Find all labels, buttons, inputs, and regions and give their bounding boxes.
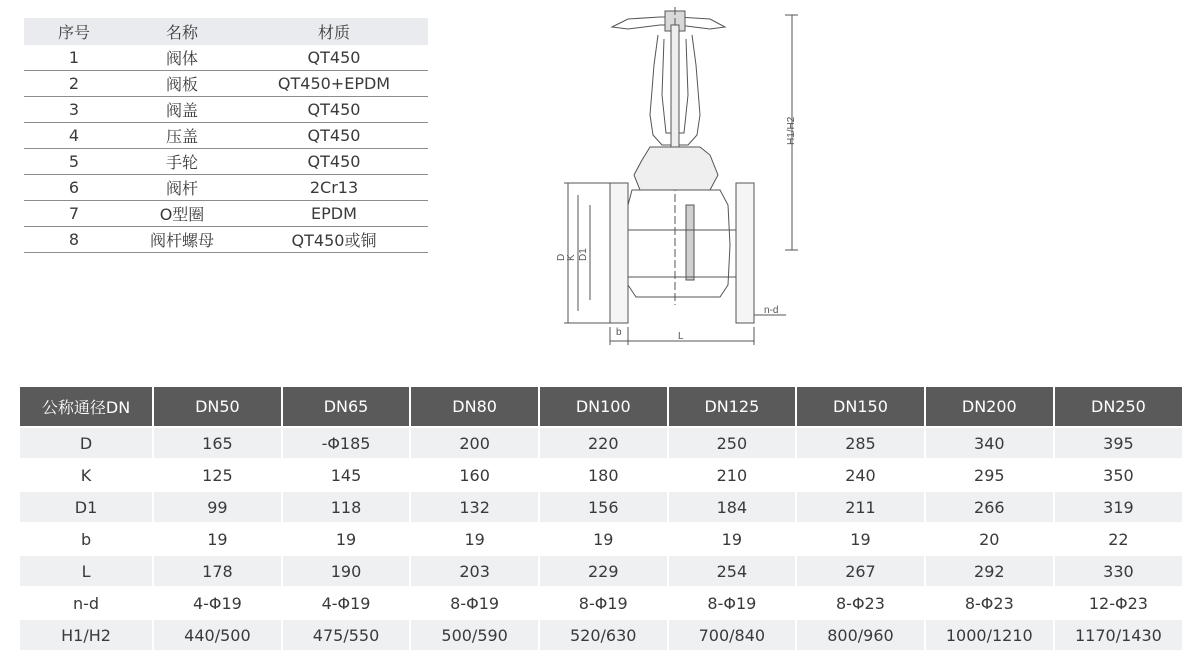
- spec-cell: 8-Φ23: [925, 587, 1054, 619]
- spec-cell: 295: [925, 459, 1054, 491]
- label-nd: n-d: [764, 305, 779, 316]
- stem: [671, 25, 679, 155]
- spec-cell: 520/630: [539, 619, 668, 650]
- spec-header-dn: DN200: [925, 387, 1054, 427]
- spec-row-label: H1/H2: [20, 619, 153, 650]
- parts-table: [24, 18, 428, 253]
- spec-cell: 178: [153, 555, 282, 587]
- parts-row: [24, 71, 428, 97]
- parts-cell: 阀杆螺母: [124, 227, 240, 253]
- spec-cell: 200: [410, 427, 539, 459]
- spec-cell: 340: [925, 427, 1054, 459]
- spec-cell: 19: [153, 523, 282, 555]
- spec-row: [20, 555, 1182, 587]
- parts-cell: 阀板: [124, 71, 240, 97]
- parts-cell: EPDM: [240, 201, 428, 227]
- parts-cell: 阀盖: [124, 97, 240, 123]
- parts-cell: 3: [24, 97, 124, 123]
- spec-row-label: D1: [20, 491, 153, 523]
- spec-header-label: 公称通径DN: [20, 387, 153, 427]
- parts-cell: QT450: [240, 45, 428, 71]
- parts-cell: QT450: [240, 123, 428, 149]
- spec-cell: 145: [282, 459, 411, 491]
- spec-cell: 190: [282, 555, 411, 587]
- spec-row-label: b: [20, 523, 153, 555]
- spec-cell: 156: [539, 491, 668, 523]
- parts-cell: 2: [24, 71, 124, 97]
- parts-cell: 压盖: [124, 123, 240, 149]
- bonnet: [634, 147, 718, 190]
- spec-cell: 395: [1054, 427, 1182, 459]
- spec-cell: 19: [539, 523, 668, 555]
- parts-cell: QT450或铜: [240, 227, 428, 253]
- parts-row: [24, 149, 428, 175]
- parts-cell: 2Cr13: [240, 175, 428, 201]
- spec-cell: 285: [796, 427, 925, 459]
- spec-cell: 220: [539, 427, 668, 459]
- spec-cell: 19: [410, 523, 539, 555]
- parts-cell: 手轮: [124, 149, 240, 175]
- parts-row: [24, 227, 428, 253]
- parts-cell: 5: [24, 149, 124, 175]
- spec-cell: 250: [668, 427, 797, 459]
- label-d1: D1: [578, 248, 589, 261]
- spec-cell: 266: [925, 491, 1054, 523]
- parts-row: [24, 175, 428, 201]
- spec-cell: 8-Φ19: [410, 587, 539, 619]
- spec-cell: 254: [668, 555, 797, 587]
- parts-cell: O型圈: [124, 201, 240, 227]
- spec-cell: 165: [153, 427, 282, 459]
- spec-cell: 8-Φ23: [796, 587, 925, 619]
- spec-header-dn: DN250: [1054, 387, 1182, 427]
- spec-row: [20, 427, 1182, 459]
- parts-cell: 1: [24, 45, 124, 71]
- spec-cell: 180: [539, 459, 668, 491]
- spec-cell: 211: [796, 491, 925, 523]
- label-k: K: [566, 254, 577, 261]
- parts-row: [24, 123, 428, 149]
- flange-left: [610, 183, 628, 323]
- spec-cell: 12-Φ23: [1054, 587, 1182, 619]
- spec-cell: 99: [153, 491, 282, 523]
- spec-cell: 1000/1210: [925, 619, 1054, 650]
- spec-cell: 350: [1054, 459, 1182, 491]
- spec-cell: 19: [668, 523, 797, 555]
- spec-row: [20, 587, 1182, 619]
- parts-cell: 4: [24, 123, 124, 149]
- spec-header-row: [20, 387, 1182, 427]
- spec-header-dn: DN100: [539, 387, 668, 427]
- parts-cell: 阀杆: [124, 175, 240, 201]
- parts-cell: 8: [24, 227, 124, 253]
- valve-body: [626, 190, 730, 297]
- parts-cell: 阀体: [124, 45, 240, 71]
- spec-cell: 22: [1054, 523, 1182, 555]
- spec-row-label: n-d: [20, 587, 153, 619]
- spec-cell: 267: [796, 555, 925, 587]
- spec-cell: 8-Φ19: [539, 587, 668, 619]
- spec-header-dn: DN50: [153, 387, 282, 427]
- spec-row-label: L: [20, 555, 153, 587]
- parts-row: [24, 45, 428, 71]
- label-height: H1/H2: [786, 116, 797, 145]
- label-d: D: [556, 253, 567, 261]
- parts-row: [24, 97, 428, 123]
- spec-cell: 240: [796, 459, 925, 491]
- disc: [686, 205, 694, 280]
- spec-cell: 19: [796, 523, 925, 555]
- spec-cell: -Φ185: [282, 427, 411, 459]
- parts-row: [24, 201, 428, 227]
- spec-cell: 319: [1054, 491, 1182, 523]
- parts-cell: QT450: [240, 149, 428, 175]
- spec-row: [20, 491, 1182, 523]
- gate-valve-drawing: [550, 5, 800, 355]
- spec-cell: 125: [153, 459, 282, 491]
- spec-cell: 440/500: [153, 619, 282, 650]
- spec-cell: 330: [1054, 555, 1182, 587]
- spec-row: [20, 459, 1182, 491]
- spec-cell: 19: [282, 523, 411, 555]
- label-l: L: [678, 331, 684, 342]
- spec-cell: 292: [925, 555, 1054, 587]
- spec-cell: 1170/1430: [1054, 619, 1182, 650]
- spec-table: [20, 387, 1182, 650]
- spec-cell: 184: [668, 491, 797, 523]
- spec-row: [20, 523, 1182, 555]
- spec-cell: 800/960: [796, 619, 925, 650]
- parts-header-no: 序号: [24, 18, 124, 45]
- spec-row-label: D: [20, 427, 153, 459]
- spec-cell: 475/550: [282, 619, 411, 650]
- parts-header-name: 名称: [124, 18, 240, 45]
- label-b: b: [616, 327, 622, 338]
- spec-row-label: K: [20, 459, 153, 491]
- spec-header-dn: DN125: [668, 387, 797, 427]
- spec-cell: 4-Φ19: [282, 587, 411, 619]
- spec-header-dn: DN65: [282, 387, 411, 427]
- flange-right: [736, 183, 754, 323]
- parts-cell: QT450: [240, 97, 428, 123]
- spec-cell: 210: [668, 459, 797, 491]
- spec-header-dn: DN150: [796, 387, 925, 427]
- spec-row: [20, 619, 1182, 650]
- spec-cell: 160: [410, 459, 539, 491]
- spec-header-dn: DN80: [410, 387, 539, 427]
- spec-cell: 20: [925, 523, 1054, 555]
- parts-cell: 7: [24, 201, 124, 227]
- parts-header-material: 材质: [240, 18, 428, 45]
- spec-cell: 229: [539, 555, 668, 587]
- parts-header-row: [24, 18, 428, 45]
- spec-cell: 203: [410, 555, 539, 587]
- parts-cell: QT450+EPDM: [240, 71, 428, 97]
- parts-body: [24, 45, 428, 253]
- spec-cell: 118: [282, 491, 411, 523]
- spec-cell: 4-Φ19: [153, 587, 282, 619]
- spec-cell: 700/840: [668, 619, 797, 650]
- spec-cell: 132: [410, 491, 539, 523]
- spec-cell: 8-Φ19: [668, 587, 797, 619]
- spec-body: [20, 427, 1182, 650]
- spec-cell: 500/590: [410, 619, 539, 650]
- parts-cell: 6: [24, 175, 124, 201]
